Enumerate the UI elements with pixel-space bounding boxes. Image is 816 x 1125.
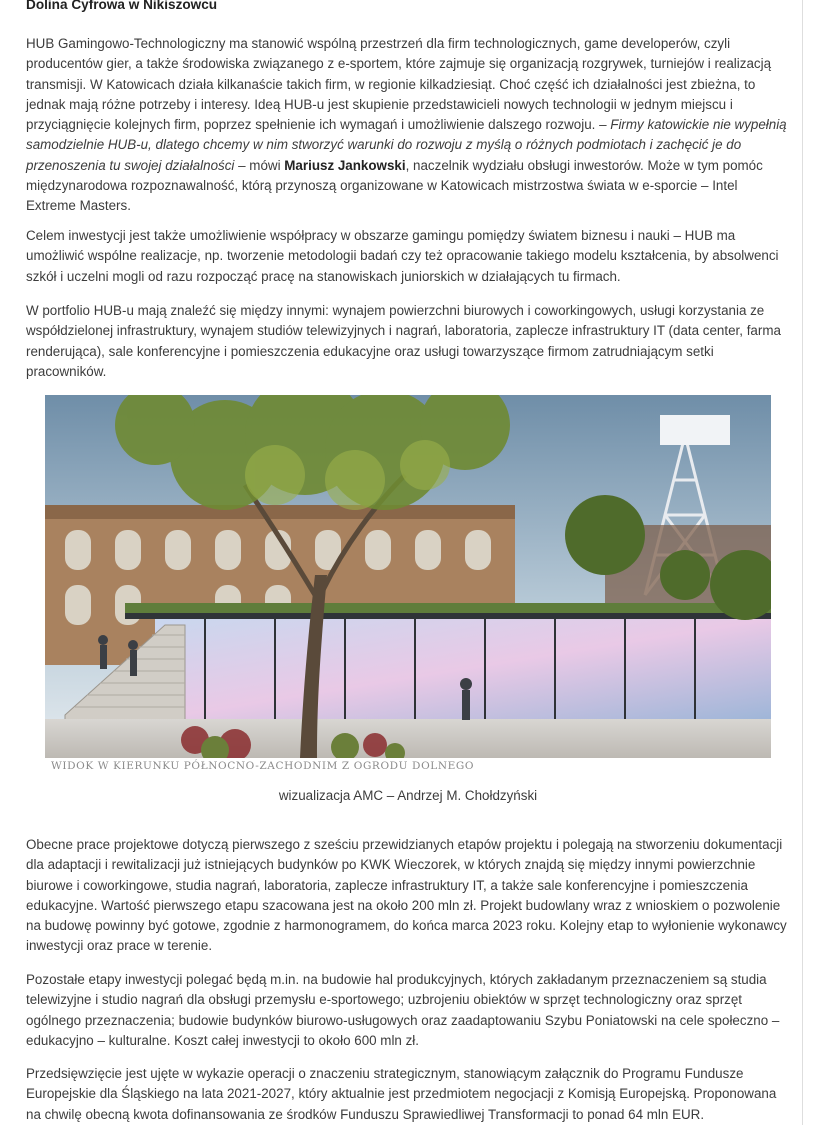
speaker-name: Mariusz Jankowski [284,157,406,173]
quote-text: Firmy katowickie nie wypełnią samodzielnie HUB-u, dlatego chcemy w nim stworzyć warunki do rozwoju z myślą o różnych podmiotach i zachęcić je do przenoszenia tu swojej działalności [26,117,787,173]
paragraph-cooperation: Celem inwestycji jest także umożliwienie współpracy w obszarze gamingu pomiędzy światem biznesu i nauki – HUB ma umożliwić wspólne realizacje, np. tworzenie metodologii badań czy też opracowanie takiego modelu kształcenia, by absolwenci szkół i uczelni mogli od razu rozpocząć pracę na stanowiskach juniorskich w działających tu firmach. [26,228,779,284]
paragraph-text: , naczelnik wydziału obsługi inwestorów. Może w tym pomóc międzynarodowa rozpoznawalność, którą przynoszą organizowane w Katowicach mistrzostwa świata w e-sporcie – Intel Extreme Masters. [26,157,763,214]
paragraph-current-works: Obecne prace projektowe dotyczą pierwszego z sześciu przewidzianych etapów projektu i polegają na stworzeniu dokumentacji dla adaptacji i rewitalizacji już istniejących budynków po KWK Wieczorek, w których znajdą się między innymi powierzchnie biurowe i coworkingowe, studia nagrań, laboratoria, zaplecze infrastruktury IT, a także sale konferencyjne i pomieszczenia edukacyjne. Wartość pierwszego etapu szacowana jest na około 200 mln zł. Projekt budowlany wraz z wnioskiem o pozwolenie na budowę powinny być gotowe, zgodnie z harmonogramem, do końca marca 2023 roku. Kolejny etap to wyłonienie wykonawcy inwestycji oraz prace w terenie. [26,837,787,954]
paragraph-text: HUB Gamingowo-Technologiczny ma stanowić wspólną przestrzeń dla firm technologicznych, game developerów, czyli producentów gier, a także środowiska związanego z e-sportem, które zajmuje się organizacją rozgrywek, turniejów i realizacją transmisji. W Katowicach działa kilkanaście takich firm, w regionie kilkadziesiąt. Choć część ich działalności jest zbieżna, to jednak mają różne potrzeby i interesy. Ideą HUB-u jest skupienie przedstawicieli nowych technologii w jednym miejscu i przyciągnięcie kolejnych firm, poprzez spełnienie ich wymagań i umożliwienie dalszego rozwoju. – [26,36,772,133]
article-heading: Dolina Cyfrowa w Nikiszowcu [26,0,218,12]
visualization-image [45,395,771,758]
paragraph-portfolio: W portfolio HUB-u mają znaleźć się między innymi: wynajem powierzchni biurowych i coworkingowych, usługi korzystania ze współdzielonej infrastruktury, wynajem studiów telewizyjnych i nagrań, laboratoria, zaplecze infrastruktury IT (data center, farma renderująca), sale konferencyjne i pomieszczenia edukacyjne oraz usługi towarzyszące firmom zatrudniającym setki pracowników. [26,303,781,379]
paragraph-funding: Przedsięwzięcie jest ujęte w wykazie operacji o znaczeniu strategicznym, stanowiącym załącznik do Programu Fundusze Europejskie dla Śląskiego na lata 2021-2027, który aktualnie jest przedmiotem negocjacji z Komisją Europejską. Proponowana na chwilę obecną kwota dofinansowania ze środków Funduszu Sprawiedliwej Transformacji to ponad 64 mln EUR. [26,1066,777,1122]
paragraph-hub-intro [26,34,790,217]
image-caption: WIDOK W KIERUNKU PÓŁNOCNO-ZACHODNIM Z OGRODU DOLNEGO [51,760,475,772]
image-credit: wizualizacja AMC – Andrzej M. Chołdzyński [278,788,538,803]
paragraph-next-stages: Pozostałe etapy inwestycji polegać będą m.in. na budowie hal produkcyjnych, których zakładanym przeznaczeniem są studia telewizyjne i studio nagrań dla obsługi przemysłu e-sportowego; uzbrojeniu obiektów w sprzęt technologiczny oraz sprzęt ogólnego przeznaczenia; budowie budynków biurowo-usługowych oraz zaadaptowaniu Szybu Poniatowski na cele społeczno – edukacyjno – kulturalne. Koszt całej inwestycji to około 600 mln zł. [26,972,780,1048]
paragraph-text: – mówi [234,157,285,173]
